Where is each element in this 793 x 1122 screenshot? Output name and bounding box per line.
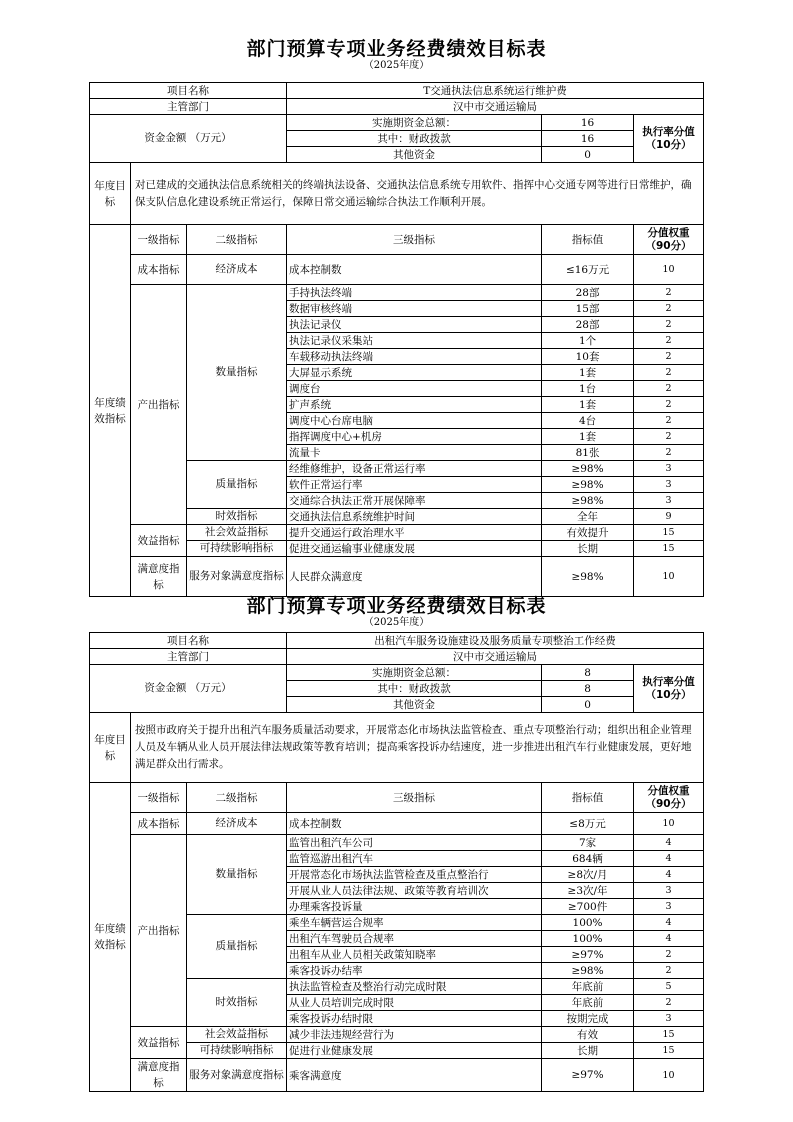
indicator-value: ≥98%: [542, 461, 634, 477]
level3-indicator: 乘客投诉办结时限: [287, 1011, 542, 1027]
level3-indicator: 流量卡: [287, 445, 542, 461]
indicator-value: ≥98%: [542, 477, 634, 493]
level3-indicator: 调度中心台席电脑: [287, 413, 542, 429]
indicator-weight: 2: [634, 397, 704, 413]
indicator-value: 7家: [542, 835, 634, 851]
level3-indicator: 执法监管检查及整治行动完成时限: [287, 979, 542, 995]
level3-indicator: 扩声系统: [287, 397, 542, 413]
level2-indicator: 可持续影响指标: [187, 1043, 287, 1059]
annual-goal-text: 按照市政府关于提升出租汽车服务质量活动要求，开展常态化市场执法监管检查、重点专项整治行动；组织出租企业管理人员及车辆从业人员开展法律法规政策等教育培训；提高乘客投诉办结速度，进一步推进出租汽车行业健康发展，更好地满足群众出行需求。: [131, 713, 704, 783]
level3-indicator: 促进行业健康发展: [287, 1043, 542, 1059]
indicator-weight: 4: [634, 931, 704, 947]
level3-indicator: 监管巡游出租汽车: [287, 851, 542, 867]
project-name-value: T交通执法信息系统运行维护费: [287, 83, 704, 99]
level3-indicator: 促进交通运输事业健康发展: [287, 541, 542, 557]
indicator-weight: 2: [634, 301, 704, 317]
annual-goal-label: 年度目标: [90, 713, 131, 783]
level2-indicator: 质量指标: [187, 461, 287, 509]
indicator-row: [90, 835, 704, 851]
fund-other-value: 0: [542, 697, 634, 713]
indicator-value: ≥98%: [542, 493, 634, 509]
indicator-value: 28部: [542, 285, 634, 301]
indicator-value: 1个: [542, 333, 634, 349]
performance-table-section-1: [0, 38, 793, 72]
level1-indicator: 效益指标: [131, 525, 187, 557]
level3-indicator: 乘坐车辆营运合规率: [287, 915, 542, 931]
indicator-value: 有效提升: [542, 525, 634, 541]
indicator-weight: 2: [634, 333, 704, 349]
level3-indicator: 成本控制数: [287, 255, 542, 285]
indicator-value: 100%: [542, 931, 634, 947]
indicator-weight: 15: [634, 525, 704, 541]
indicator-weight: 2: [634, 445, 704, 461]
fund-other-label: 其他资金: [287, 147, 542, 163]
header-level1: 一级指标: [131, 225, 187, 255]
indicator-weight: 9: [634, 509, 704, 525]
level2-indicator: 服务对象满意度指标: [187, 1059, 287, 1092]
indicator-weight: 10: [634, 1059, 704, 1092]
department-label: 主管部门: [90, 99, 287, 115]
level1-indicator: 满意度指标: [131, 1059, 187, 1092]
indicator-value: 长期: [542, 1043, 634, 1059]
indicator-weight: 2: [634, 349, 704, 365]
indicator-value: ≤16万元: [542, 255, 634, 285]
indicator-weight: 2: [634, 317, 704, 333]
indicator-weight: 4: [634, 835, 704, 851]
department-value: 汉中市交通运输局: [287, 99, 704, 115]
level2-indicator: 数量指标: [187, 835, 287, 915]
indicator-value: 28部: [542, 317, 634, 333]
header-level1: 一级指标: [131, 783, 187, 813]
indicator-weight: 2: [634, 381, 704, 397]
performance-table-2: [89, 632, 704, 1092]
indicator-weight: 15: [634, 1043, 704, 1059]
header-value: 指标值: [542, 225, 634, 255]
level2-indicator: 经济成本: [187, 813, 287, 835]
execution-score-label: 执行率分值 （10分）: [634, 665, 704, 713]
indicator-value: 81张: [542, 445, 634, 461]
indicator-weight: 2: [634, 429, 704, 445]
header-value: 指标值: [542, 783, 634, 813]
level2-indicator: 时效指标: [187, 509, 287, 525]
indicator-row: [90, 255, 704, 285]
level3-indicator: 执法记录仪: [287, 317, 542, 333]
indicator-value: 100%: [542, 915, 634, 931]
project-name-value: 出租汽车服务设施建设及服务质量专项整治工作经费: [287, 633, 704, 649]
header-weight: 分值权重 （90分）: [634, 225, 704, 255]
indicator-value: 4台: [542, 413, 634, 429]
level3-indicator: 出租车从业人员相关政策知晓率: [287, 947, 542, 963]
indicator-row: [90, 285, 704, 301]
indicator-value: ≥98%: [542, 557, 634, 597]
indicator-row: [90, 557, 704, 597]
indicator-value: 按期完成: [542, 1011, 634, 1027]
level3-indicator: 车载移动执法终端: [287, 349, 542, 365]
annual-goal-label: 年度目标: [90, 163, 131, 225]
indicator-weight: 2: [634, 285, 704, 301]
level2-indicator: 数量指标: [187, 285, 287, 461]
indicator-weight: 4: [634, 851, 704, 867]
level3-indicator: 执法记录仪采集站: [287, 333, 542, 349]
indicator-weight: 4: [634, 915, 704, 931]
annual-indicators-label: 年度绩效指标: [90, 783, 131, 1092]
indicator-value: 1套: [542, 365, 634, 381]
indicator-value: 15部: [542, 301, 634, 317]
indicator-row: [90, 525, 704, 541]
table-year: （2025年度）: [363, 617, 430, 628]
funds-label: 资金金额 （万元）: [90, 115, 287, 163]
level2-indicator: 经济成本: [187, 255, 287, 285]
indicator-row: [90, 1027, 704, 1043]
level3-indicator: 乘客满意度: [287, 1059, 542, 1092]
level1-indicator: 产出指标: [131, 285, 187, 525]
table-title: 部门预算专项业务经费绩效目标表: [246, 38, 547, 60]
header-level2: 二级指标: [187, 225, 287, 255]
level3-indicator: 交通综合执法正常开展保障率: [287, 493, 542, 509]
level3-indicator: 减少非法违规经营行为: [287, 1027, 542, 1043]
level3-indicator: 开展从业人员法律法规、政策等教育培训次: [287, 883, 542, 899]
indicator-weight: 3: [634, 461, 704, 477]
level3-indicator: 调度台: [287, 381, 542, 397]
performance-table-section-2: [0, 595, 793, 629]
fund-fiscal-label: 其中：财政拨款: [287, 681, 542, 697]
level3-indicator: 成本控制数: [287, 813, 542, 835]
indicator-weight: 2: [634, 413, 704, 429]
indicator-weight: 10: [634, 255, 704, 285]
level1-indicator: 成本指标: [131, 255, 187, 285]
indicator-weight: 3: [634, 493, 704, 509]
annual-goal-text: 对已建成的交通执法信息系统相关的终端执法设备、交通执法信息系统专用软件、指挥中心交通专网等进行日常维护，确保支队信息化建设系统正常运行，保障日常交通运输综合执法工作顺利开展。: [131, 163, 704, 225]
indicator-value: 有效: [542, 1027, 634, 1043]
indicator-weight: 2: [634, 947, 704, 963]
header-level3: 三级指标: [287, 225, 542, 255]
fund-total-label: 实施期资金总额：: [287, 115, 542, 131]
level2-indicator: 可持续影响指标: [187, 541, 287, 557]
level3-indicator: 经维修维护，设备正常运行率: [287, 461, 542, 477]
level2-indicator: 社会效益指标: [187, 525, 287, 541]
fund-fiscal-value: 16: [542, 131, 634, 147]
level3-indicator: 指挥调度中心+机房: [287, 429, 542, 445]
level1-indicator: 效益指标: [131, 1027, 187, 1059]
level3-indicator: 办理乘客投诉量: [287, 899, 542, 915]
indicator-weight: 3: [634, 477, 704, 493]
level2-indicator: 社会效益指标: [187, 1027, 287, 1043]
execution-score-label: 执行率分值 （10分）: [634, 115, 704, 163]
fund-fiscal-label: 其中：财政拨款: [287, 131, 542, 147]
indicator-value: 年底前: [542, 995, 634, 1011]
level2-indicator: 时效指标: [187, 979, 287, 1027]
level3-indicator: 乘客投诉办结率: [287, 963, 542, 979]
indicator-value: ≥97%: [542, 947, 634, 963]
fund-total-value: 8: [542, 665, 634, 681]
project-name-label: 项目名称: [90, 83, 287, 99]
indicator-value: 长期: [542, 541, 634, 557]
level3-indicator: 出租汽车驾驶员合规率: [287, 931, 542, 947]
indicator-value: ≥97%: [542, 1059, 634, 1092]
table-year: （2025年度）: [363, 60, 430, 71]
indicator-row: [90, 813, 704, 835]
indicator-value: 10套: [542, 349, 634, 365]
level3-indicator: 手持执法终端: [287, 285, 542, 301]
level2-indicator: 质量指标: [187, 915, 287, 979]
level1-indicator: 产出指标: [131, 835, 187, 1027]
level3-indicator: 提升交通运行政治理水平: [287, 525, 542, 541]
indicator-weight: 3: [634, 899, 704, 915]
indicator-weight: 3: [634, 1011, 704, 1027]
level3-indicator: 从业人员培训完成时限: [287, 995, 542, 1011]
department-value: 汉中市交通运输局: [287, 649, 704, 665]
indicator-value: ≤8万元: [542, 813, 634, 835]
indicator-weight: 10: [634, 813, 704, 835]
level2-indicator: 服务对象满意度指标: [187, 557, 287, 597]
indicator-weight: 2: [634, 365, 704, 381]
department-label: 主管部门: [90, 649, 287, 665]
level3-indicator: 开展常态化市场执法监管检查及重点整治行: [287, 867, 542, 883]
level1-indicator: 成本指标: [131, 813, 187, 835]
level3-indicator: 监管出租汽车公司: [287, 835, 542, 851]
level3-indicator: 人民群众满意度: [287, 557, 542, 597]
fund-total-value: 16: [542, 115, 634, 131]
level3-indicator: 交通执法信息系统维护时间: [287, 509, 542, 525]
table-title: 部门预算专项业务经费绩效目标表: [246, 595, 547, 617]
level3-indicator: 数据审核终端: [287, 301, 542, 317]
indicator-value: 年底前: [542, 979, 634, 995]
indicator-value: ≥8次/月: [542, 867, 634, 883]
indicator-weight: 15: [634, 1027, 704, 1043]
fund-total-label: 实施期资金总额：: [287, 665, 542, 681]
indicator-value: 684辆: [542, 851, 634, 867]
indicator-weight: 5: [634, 979, 704, 995]
indicator-weight: 2: [634, 963, 704, 979]
project-name-label: 项目名称: [90, 633, 287, 649]
indicator-value: ≥98%: [542, 963, 634, 979]
indicator-value: 1台: [542, 381, 634, 397]
annual-indicators-label: 年度绩效指标: [90, 225, 131, 597]
level3-indicator: 软件正常运行率: [287, 477, 542, 493]
indicator-value: 1套: [542, 429, 634, 445]
fund-other-label: 其他资金: [287, 697, 542, 713]
indicator-weight: 3: [634, 883, 704, 899]
level1-indicator: 满意度指标: [131, 557, 187, 597]
indicator-value: ≥700件: [542, 899, 634, 915]
indicator-weight: 10: [634, 557, 704, 597]
indicator-weight: 4: [634, 867, 704, 883]
header-level2: 二级指标: [187, 783, 287, 813]
header-weight: 分值权重 （90分）: [634, 783, 704, 813]
indicator-value: 1套: [542, 397, 634, 413]
indicator-value: ≥3次/年: [542, 883, 634, 899]
indicator-value: 全年: [542, 509, 634, 525]
indicator-row: [90, 1059, 704, 1092]
fund-fiscal-value: 8: [542, 681, 634, 697]
indicator-weight: 15: [634, 541, 704, 557]
performance-table-1: [89, 82, 704, 597]
funds-label: 资金金额 （万元）: [90, 665, 287, 713]
header-level3: 三级指标: [287, 783, 542, 813]
fund-other-value: 0: [542, 147, 634, 163]
indicator-weight: 2: [634, 995, 704, 1011]
level3-indicator: 大屏显示系统: [287, 365, 542, 381]
